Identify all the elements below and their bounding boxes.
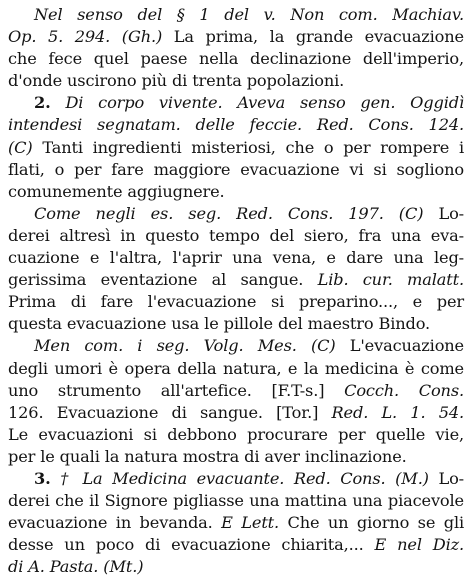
text-line bbox=[8, 92, 464, 114]
text-segment: uno strumento all'artefice. [F.T-s.] bbox=[8, 380, 345, 400]
text-segment: Lo- bbox=[423, 203, 464, 223]
text-line bbox=[8, 335, 464, 357]
text-segment: Le evacuazioni si debbono procurare per quelle vie, bbox=[8, 424, 464, 444]
text-line bbox=[8, 313, 464, 335]
italic-text: intendesi segnatam. delle feccie. Red. Cons. 124. bbox=[8, 115, 464, 135]
italic-text: di A. Pasta. (Mt.) bbox=[8, 557, 144, 577]
bold-sense-number: 2. bbox=[34, 93, 51, 113]
text-line bbox=[8, 380, 464, 402]
text-segment: 126. Evacuazione di sangue. [Tor.] bbox=[8, 402, 332, 422]
text-segment: derei che il Signore pigliasse una mattina una piacevole bbox=[8, 491, 464, 511]
text-line bbox=[8, 402, 464, 424]
text-line bbox=[8, 291, 464, 313]
italic-text: Lib. cur. malatt. bbox=[317, 270, 464, 290]
italic-text: Men com. i seg. Volg. Mes. (C) bbox=[34, 336, 336, 356]
text-line bbox=[8, 26, 464, 48]
text-segment: flati, o per fare maggiore evacuazione vi si sogliono bbox=[8, 159, 464, 179]
italic-text: (C) bbox=[8, 137, 33, 157]
text-segment: questa evacuazione usa le pillole del maestro Bindo. bbox=[8, 314, 431, 334]
text-segment: per le quali la natura mostra di aver inclinazione. bbox=[8, 446, 407, 466]
text-segment: degli umori è opera della natura, e la medicina è come bbox=[8, 358, 464, 378]
italic-text: Op. 5. 294. (Gh.) bbox=[8, 27, 163, 47]
text-line bbox=[8, 159, 464, 181]
italic-text: E nel Diz. bbox=[374, 535, 465, 555]
italic-text: Red. L. 1. 54. bbox=[331, 402, 465, 422]
italic-text: E Lett. bbox=[221, 513, 280, 533]
text-line bbox=[8, 70, 464, 92]
text-line bbox=[8, 534, 464, 556]
text-segment: evacuazione in bevanda. bbox=[8, 513, 222, 533]
text-line bbox=[8, 468, 464, 490]
text-segment: comunemente aggiugnere. bbox=[8, 181, 225, 201]
italic-text: Come negli es. seg. Red. Cons. 197. (C) bbox=[34, 203, 424, 223]
italic-text: Di corpo vivente. Aveva senso gen. Oggidì bbox=[50, 93, 464, 113]
text-line bbox=[8, 181, 464, 203]
text-segment: Lo- bbox=[428, 468, 465, 488]
italic-text: † La Medicina evacuante. Red. Cons. (M.) bbox=[50, 468, 429, 488]
text-line bbox=[8, 424, 464, 446]
text-line bbox=[8, 203, 464, 225]
text-segment: cuazione e l'altra, l'aprir una vena, e dare una leg- bbox=[8, 248, 464, 268]
text-segment: Prima di fare l'evacuazione si preparino..., e per bbox=[8, 292, 464, 312]
text-line bbox=[8, 247, 464, 269]
text-line bbox=[8, 225, 464, 247]
text-line bbox=[8, 512, 464, 534]
text-segment: Che un giorno se gli bbox=[279, 513, 464, 533]
text-line bbox=[8, 114, 464, 136]
text-segment: d'onde uscirono più di trenta popolazioni. bbox=[8, 71, 345, 91]
italic-text: Cocch. Cons. bbox=[344, 380, 464, 400]
text-segment: L'evacuazione bbox=[335, 336, 464, 356]
text-line bbox=[8, 48, 464, 70]
text-segment: che fece quel paese nella declinazione dell'imperio, bbox=[8, 49, 464, 69]
italic-text: Nel senso del § 1 del v. Non com. Machiav. bbox=[34, 5, 464, 24]
text-segment: La prima, la grande evacuazione bbox=[162, 27, 464, 47]
text-line bbox=[8, 490, 464, 512]
text-line bbox=[8, 137, 464, 159]
text-line bbox=[8, 358, 464, 380]
text-line bbox=[8, 4, 464, 26]
text-line bbox=[8, 556, 464, 578]
text-segment: gerissima eventazione al sangue. bbox=[8, 270, 318, 290]
text-segment: desse un poco di evacuazione chiarita,... bbox=[8, 535, 375, 555]
text-segment: derei altresì in questo tempo del siero, fra una eva- bbox=[8, 225, 464, 245]
text-line bbox=[8, 269, 464, 291]
bold-sense-number: 3. bbox=[34, 468, 51, 488]
text-line bbox=[8, 446, 464, 468]
text-segment: Tanti ingredienti misteriosi, che o per rompere i bbox=[32, 137, 464, 157]
